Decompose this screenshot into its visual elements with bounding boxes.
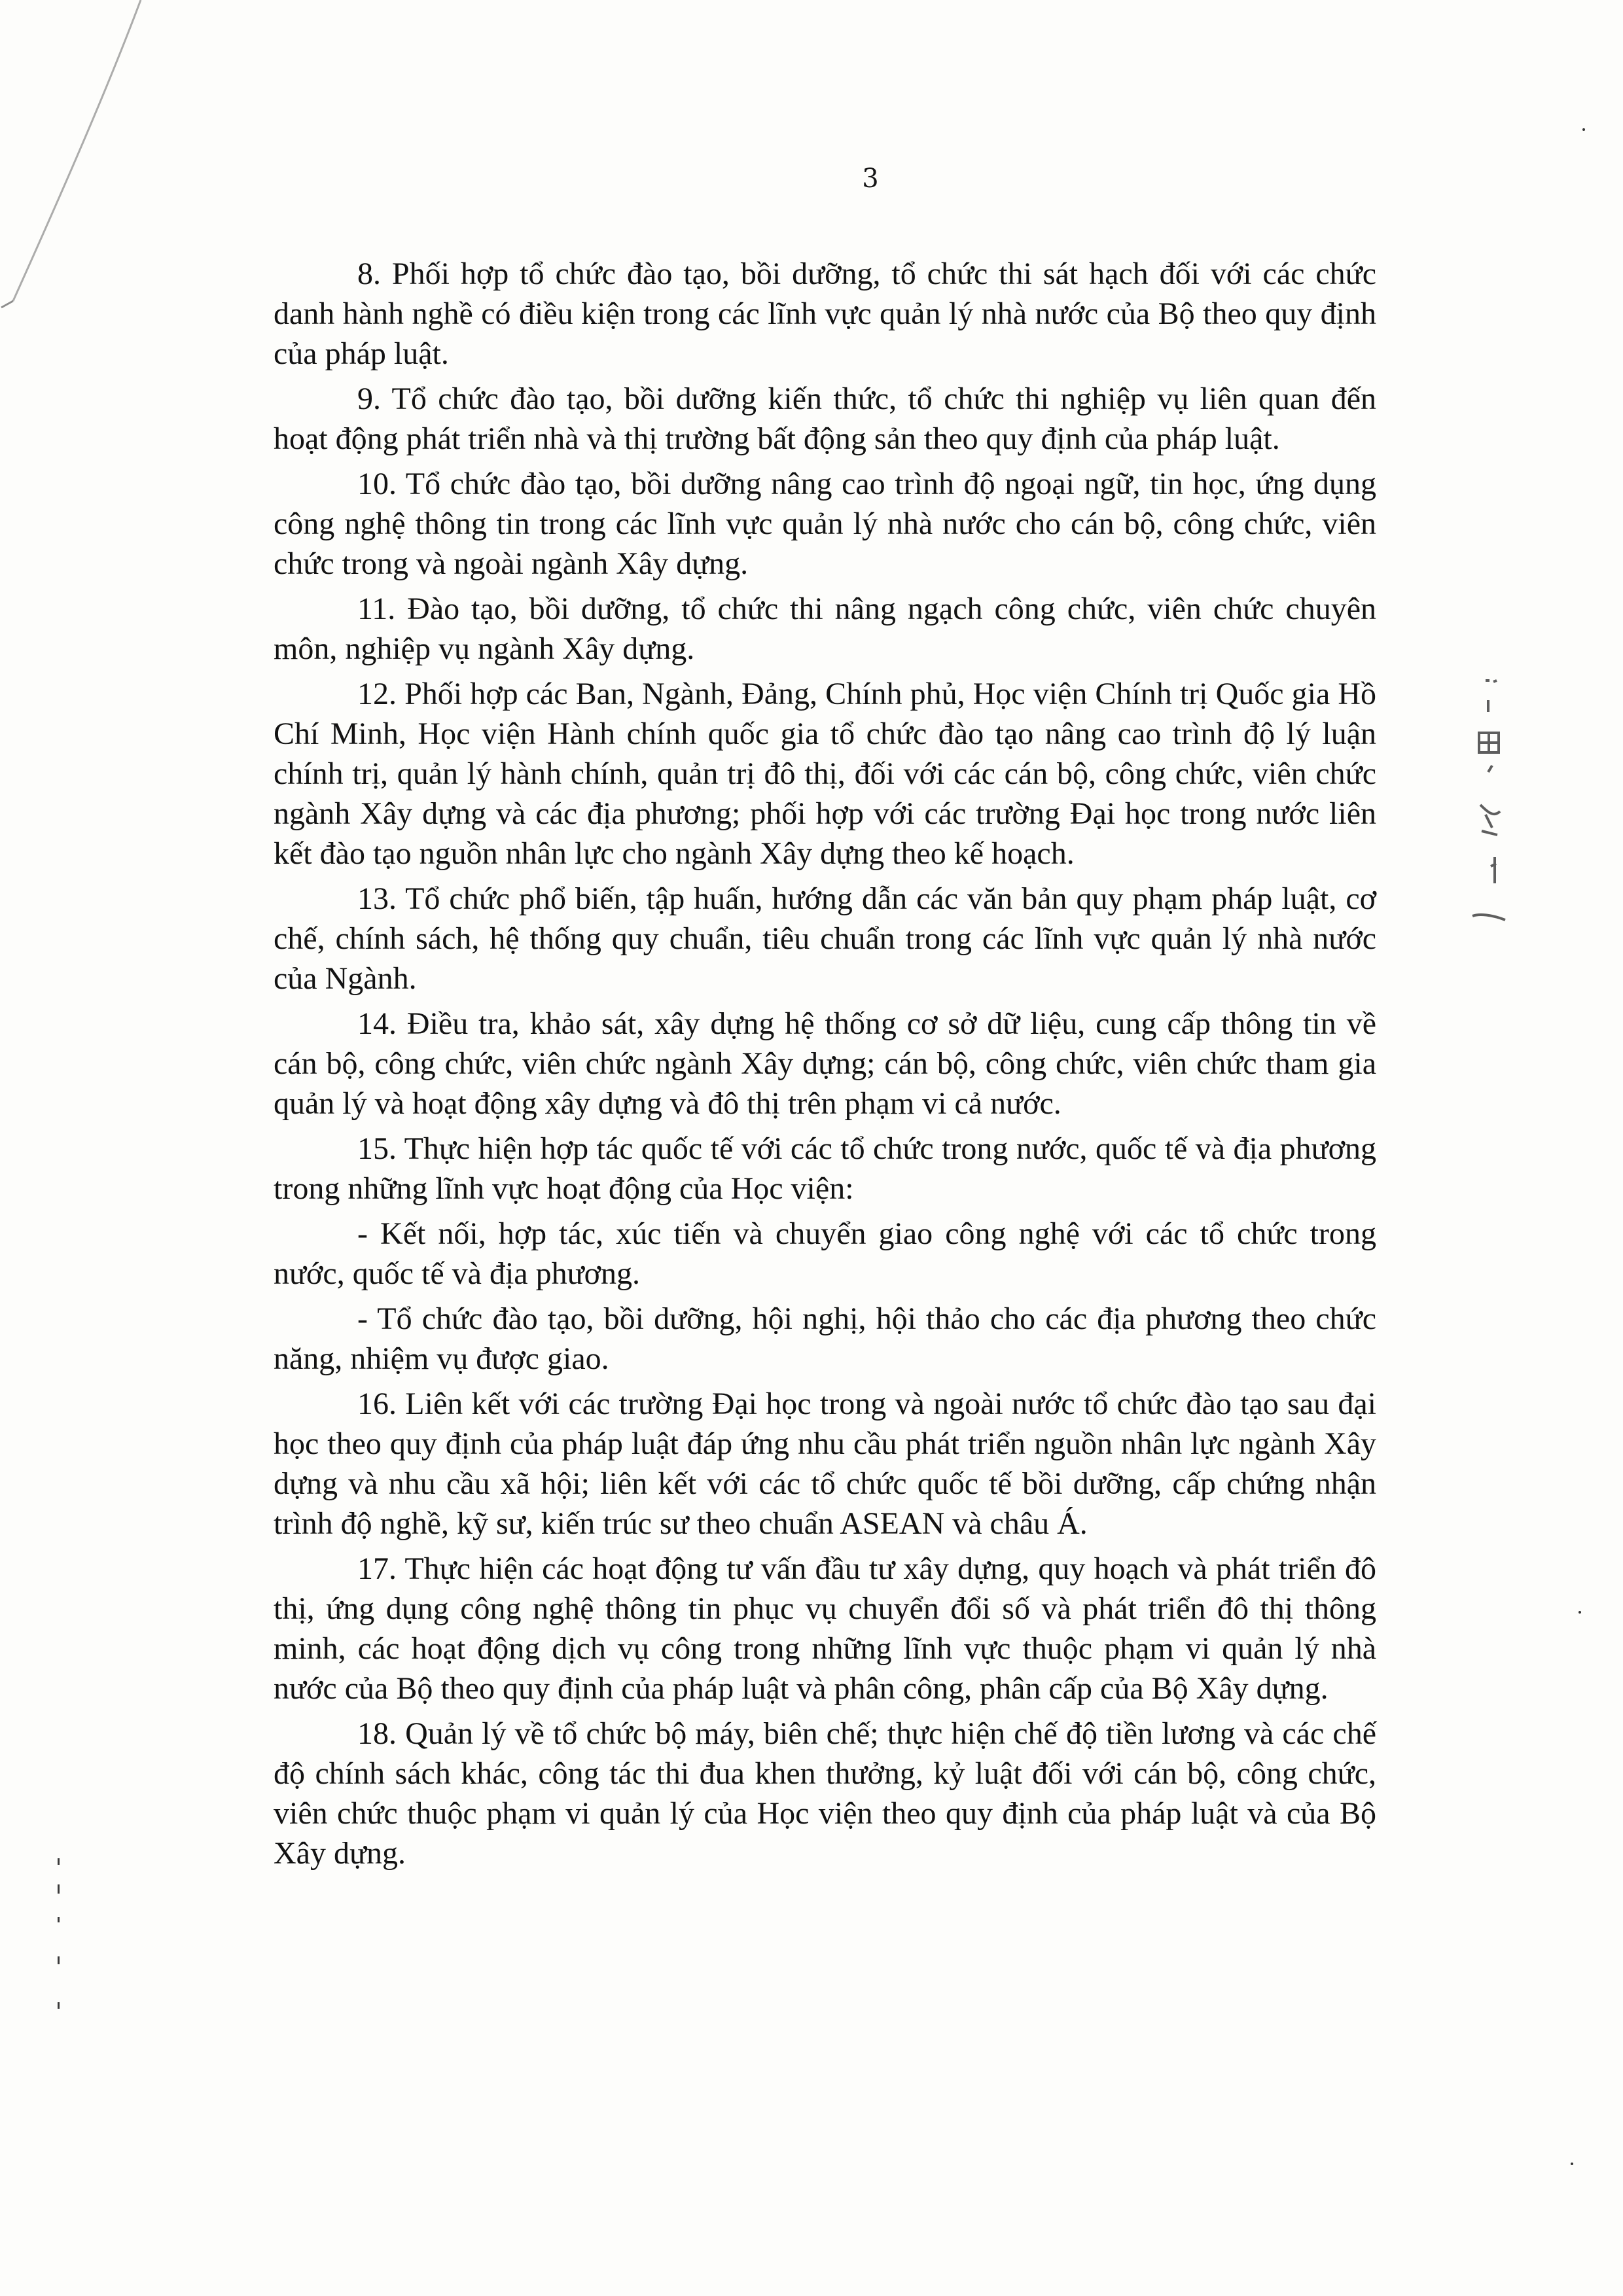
scan-speck [1578,1611,1581,1614]
document-body [274,254,1376,1879]
paragraph-item-15: 15. Thực hiện hợp tác quốc tế với các tổ chức trong nước, quốc tế và địa phương trong những lĩnh vực hoạt động của Học viện: [274,1131,1376,1206]
paragraph-item-12: 12. Phối hợp các Ban, Ngành, Đảng, Chính phủ, Học viện Chính trị Quốc gia Hồ Chí Minh, Học viện Hành chính quốc gia tổ chức đào tạo nâng cao trình độ lý luận chính trị, quản lý hành chính, quản trị đô thị, đối với các cán bộ, công chức, viên chức ngành Xây dựng và các địa phương; phối hợp với các trường Đại học trong nước liên kết đào tạo nguồn nhân lực cho ngành Xây dựng theo kế hoạch. [274,677,1376,871]
left-margin-dots [52,1858,65,2028]
paragraph-item-14: 14. Điều tra, khảo sát, xây dựng hệ thống cơ sở dữ liệu, cung cấp thông tin về cán bộ, công chức, viên chức ngành Xây dựng; cán bộ, công chức, viên chức tham gia quản lý và hoạt động xây dựng và đô thị trên phạm vi cả nước. [274,1006,1376,1121]
margin-stamp-mark [1466,667,1512,942]
paragraph-item-13: 13. Tổ chức phổ biến, tập huấn, hướng dẫn các văn bản quy phạm pháp luật, cơ chế, chính sách, hệ thống quy chuẩn, tiêu chuẩn trong các lĩnh vực quản lý nhà nước của Ngành. [274,881,1376,996]
paragraph-item-17: 17. Thực hiện các hoạt động tư vấn đầu tư xây dựng, quy hoạch và phát triển đô thị, ứng dụng công nghệ thông tin phục vụ chuyển đổi số và phát triển đô thị thông minh, các hoạt động dịch vụ công trong những lĩnh vực thuộc phạm vi quản lý nhà nước của Bộ theo quy định của pháp luật và phân công, phân cấp của Bộ Xây dựng. [274,1551,1376,1706]
paragraph-item-11: 11. Đào tạo, bồi dưỡng, tổ chức thi nâng ngạch công chức, viên chức chuyên môn, nghiệp vụ ngành Xây dựng. [274,592,1376,666]
paragraph-item-8: 8. Phối hợp tổ chức đào tạo, bồi dưỡng, tổ chức thi sát hạch đối với các chức danh hành nghề có điều kiện trong các lĩnh vực quản lý nhà nước của Bộ theo quy định của pháp luật. [274,256,1376,371]
scan-speck [1582,128,1585,131]
bullet-item-15a: - Kết nối, hợp tác, xúc tiến và chuyển giao công nghệ với các tổ chức trong nước, quốc tế và địa phương. [274,1216,1376,1291]
bullet-item-15b: - Tổ chức đào tạo, bồi dưỡng, hội nghị, hội thảo cho các địa phương theo chức năng, nhiệm vụ được giao. [274,1301,1376,1376]
scan-speck [1571,2163,1573,2165]
paragraph-item-16: 16. Liên kết với các trường Đại học trong và ngoài nước tổ chức đào tạo sau đại học theo quy định của pháp luật đáp ứng nhu cầu phát triển nguồn nhân lực ngành Xây dựng và nhu cầu xã hội; liên kết với các tổ chức quốc tế bồi dưỡng, cấp chứng nhận trình độ nghề, kỹ sư, kiến trúc sư theo chuẩn ASEAN và châu Á. [274,1386,1376,1541]
scan-fold-artifact [0,0,151,314]
paragraph-item-10: 10. Tổ chức đào tạo, bồi dưỡng nâng cao trình độ ngoại ngữ, tin học, ứng dụng công nghệ thông tin trong các lĩnh vực quản lý nhà nước cho cán bộ, công chức, viên chức trong và ngoài ngành Xây dựng. [274,467,1376,581]
page-number: 3 [862,164,879,194]
paragraph-item-18: 18. Quản lý về tổ chức bộ máy, biên chế; thực hiện chế độ tiền lương và các chế độ chính sách khác, công tác thi đua khen thưởng, kỷ luật đối với cán bộ, công chức, viên chức thuộc phạm vi quản lý của Học viện theo quy định của pháp luật và của Bộ Xây dựng. [274,1716,1376,1871]
paragraph-item-9: 9. Tổ chức đào tạo, bồi dưỡng kiến thức, tổ chức thi nghiệp vụ liên quan đến hoạt động phát triển nhà và thị trường bất động sản theo quy định của pháp luật. [274,381,1376,456]
